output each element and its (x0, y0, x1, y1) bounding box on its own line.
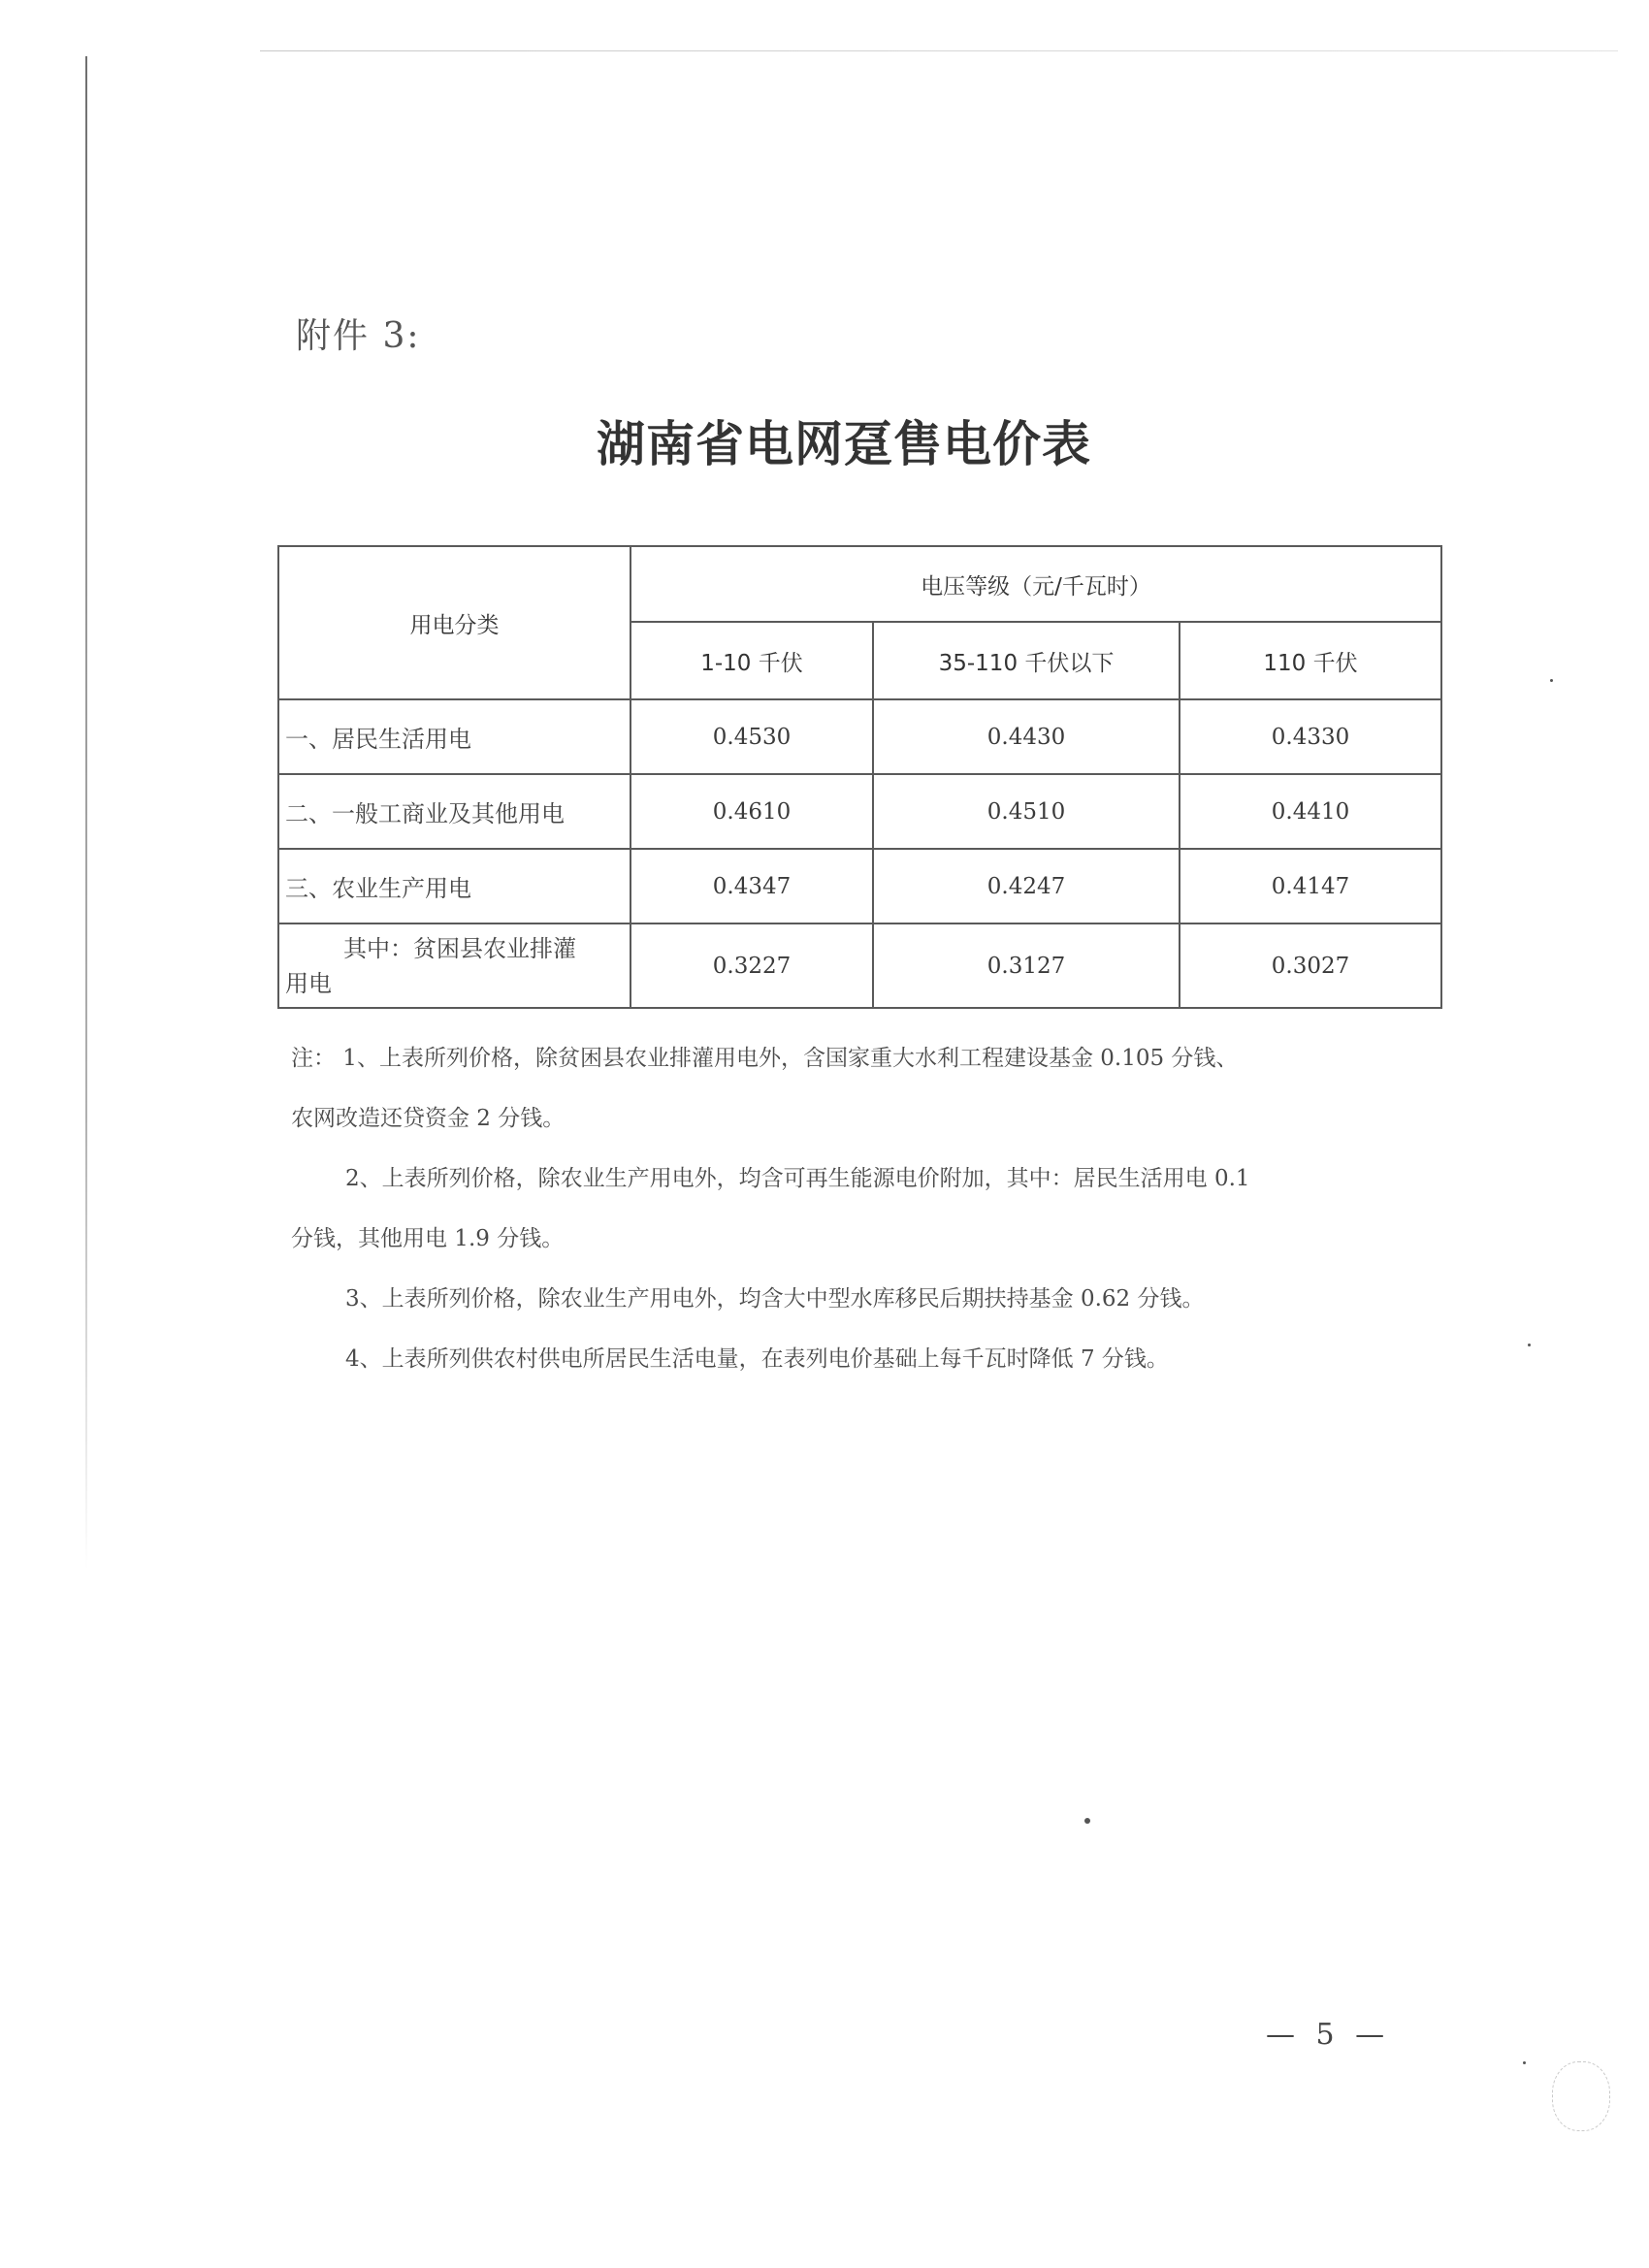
scan-edge-top (260, 50, 1618, 51)
price-cell: 0.4330 (1180, 699, 1441, 774)
price-cell: 0.4510 (873, 774, 1180, 849)
scan-speck (1523, 2061, 1526, 2064)
row-category: 三、农业生产用电 (278, 849, 630, 923)
category-header: 用电分类 (278, 546, 630, 699)
tariff-table (277, 545, 1442, 1009)
notes-section (291, 1028, 1455, 1389)
scan-speck (1084, 1818, 1090, 1824)
voltage-level-3: 110 千伏 (1180, 622, 1441, 699)
table-row (278, 923, 1441, 1008)
page-title: 湖南省电网趸售电价表 (597, 415, 1091, 472)
price-cell: 0.4410 (1180, 774, 1441, 849)
row-category-line2: 用电 (285, 969, 332, 997)
voltage-header: 电压等级（元/千瓦时） (630, 546, 1441, 622)
row-category (278, 923, 630, 1008)
price-cell: 0.4610 (630, 774, 873, 849)
note-4: 4、上表所列供农村供电所居民生活电量，在表列电价基础上每千瓦时降低 7 分钱。 (345, 1346, 1169, 1372)
table-header-row (278, 546, 1441, 622)
row-category: 一、居民生活用电 (278, 699, 630, 774)
scan-speck (1550, 679, 1553, 682)
faint-stamp-mark (1552, 2061, 1610, 2131)
table-row (278, 699, 1441, 774)
voltage-level-2: 35-110 千伏以下 (873, 622, 1180, 699)
table-row (278, 849, 1441, 923)
price-cell: 0.3027 (1180, 923, 1441, 1008)
price-cell: 0.3127 (873, 923, 1180, 1008)
price-cell: 0.4430 (873, 699, 1180, 774)
table-row (278, 774, 1441, 849)
scan-edge-left (85, 56, 87, 1570)
price-cell: 0.4530 (630, 699, 873, 774)
price-cell: 0.4347 (630, 849, 873, 923)
note-2-line-1: 2、上表所列价格，除农业生产用电外，均含可再生能源电价附加，其中：居民生活用电 0.1 (345, 1166, 1250, 1191)
scan-speck (1528, 1344, 1531, 1346)
price-cell: 0.3227 (630, 923, 873, 1008)
voltage-level-1: 1-10 千伏 (630, 622, 873, 699)
note-1-line-1: 注： 1、上表所列价格，除贫困县农业排灌用电外，含国家重大水利工程建设基金 0.105 分钱、 (291, 1046, 1239, 1071)
note-3: 3、上表所列价格，除农业生产用电外，均含大中型水库移民后期扶持基金 0.62 分钱。 (345, 1286, 1205, 1312)
note-1-line-2: 农网改造还贷资金 2 分钱。 (291, 1106, 566, 1131)
price-cell: 0.4247 (873, 849, 1180, 923)
row-category-line1: 其中：贫困县农业排灌 (343, 934, 576, 962)
page-number: — 5 — (1266, 2018, 1391, 2052)
note-2-line-2: 分钱，其他用电 1.9 分钱。 (291, 1226, 565, 1251)
row-category: 二、一般工商业及其他用电 (278, 774, 630, 849)
price-cell: 0.4147 (1180, 849, 1441, 923)
attachment-label: 附件 3: (296, 316, 421, 356)
